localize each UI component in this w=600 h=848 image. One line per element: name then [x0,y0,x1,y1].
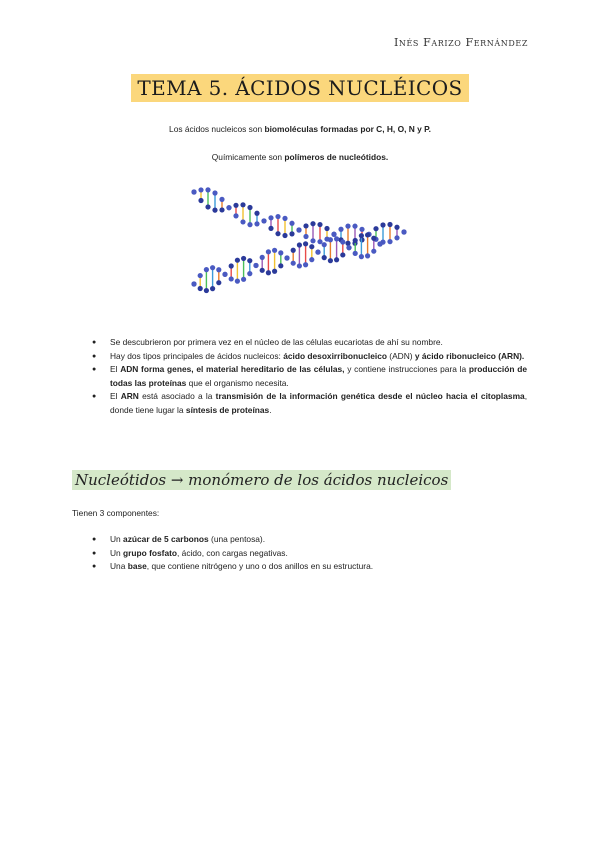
backbone-bead [328,258,333,263]
list-item [92,363,527,390]
dna-helix-bottom [191,232,382,293]
backbone-bead [303,241,308,246]
backbone-bead [345,241,350,246]
text: (ADN) [386,350,415,361]
bold-text: grupo fosfato [123,547,178,558]
backbone-bead [216,280,221,285]
backbone-bead [310,221,315,226]
backbone-bead [254,221,259,226]
backbone-bead [205,187,210,192]
text: , ácido, con cargas negativas. [177,547,288,558]
backbone-bead [315,250,320,255]
backbone-bead [359,254,364,259]
backbone-bead [216,267,221,272]
backbone-bead [373,226,378,231]
backbone-bead [328,237,333,242]
backbone-bead [359,233,364,238]
text: El [110,391,121,401]
intro-line-1-text: Los ácidos nucleicos son [169,124,265,134]
intro-line-2-text: Químicamente son [211,152,285,162]
backbone-bead [297,242,302,247]
backbone-bead [340,239,345,244]
backbone-bead [226,205,231,210]
bold-text: base [127,561,147,571]
backbone-bead [240,219,245,224]
dna-helix-image [190,172,410,320]
list-item [92,336,527,350]
list-item [92,547,527,561]
backbone-bead [297,263,302,268]
list-item [92,350,527,364]
backbone-bead [205,204,210,209]
backbone-bead [266,270,271,275]
bold-text: transmisión de la información genética desde el núcleo hacia el citoplasma [215,391,525,401]
text: , donde tiene lugar la [110,391,528,415]
backbone-bead [291,248,296,253]
backbone-bead [268,226,273,231]
text: y contiene instrucciones para la [344,364,469,374]
section-title-nucleotidos: Nucleótidos → monómero de los ácidos nucleicos [72,470,451,490]
backbone-bead [365,253,370,258]
backbone-bead [268,215,273,220]
backbone-bead [247,222,252,227]
backbone-bead [380,222,385,227]
backbone-bead [387,239,392,244]
backbone-bead [222,272,227,277]
intro-line-1 [0,124,600,134]
text: (una pentosa). [208,534,266,544]
backbone-bead [282,233,287,238]
backbone-bead [272,269,277,274]
backbone-bead [296,227,301,232]
backbone-bead [253,263,258,268]
bold-text: ácido desoxirribonucleico [283,350,387,361]
text: El [110,364,121,374]
backbone-bead [334,236,339,241]
backbone-bead [309,244,314,249]
backbone-bead [229,276,234,281]
backbone-bead [198,273,203,278]
text: Se descubrieron por primera vez en el núcleo de las células eucariotas de ahí su nombre. [110,337,443,347]
backbone-bead [261,218,266,223]
backbone-bead [272,248,277,253]
backbone-bead [394,235,399,240]
backbone-bead [365,232,370,237]
backbone-bead [310,238,315,243]
backbone-bead [331,232,336,237]
intro-line-2-bold: polímeros de nucleótidos. [284,152,389,162]
backbone-bead [198,198,203,203]
backbone-bead [219,197,224,202]
bold-text: síntesis de proteínas [185,404,270,415]
backbone-bead [266,249,271,254]
backbone-bead [338,227,343,232]
backbone-bead [317,222,322,227]
backbone-bead [210,265,215,270]
bold-text: ARN [120,391,139,401]
backbone-bead [345,224,350,229]
list-item [92,390,527,417]
backbone-bead [346,245,351,250]
backbone-bead [371,236,376,241]
backbone-bead [353,251,358,256]
text: . [269,404,272,415]
backbone-bead [291,261,296,266]
backbone-bead [401,229,406,234]
backbone-bead [322,255,327,260]
backbone-bead [317,239,322,244]
backbone-bead [377,241,382,246]
backbone-bead [289,221,294,226]
backbone-bead [322,242,327,247]
backbone-bead [334,257,339,262]
text: Hay dos tipos principales de ácidos nucleicos: [110,350,284,361]
title-wrap [0,74,600,102]
backbone-bead [278,263,283,268]
backbone-bead [324,226,329,231]
text: , que contiene nitrógeno y uno o dos anillos en su estructura. [146,561,374,571]
components-intro: Tienen 3 componentes: [72,508,160,518]
backbone-bead [241,256,246,261]
backbone-bead [260,268,265,273]
bold-text: producción de todas las proteínas [110,364,527,388]
backbone-bead [275,214,280,219]
backbone-bead [284,255,289,260]
backbone-bead [289,231,294,236]
intro-line-1-bold: biomoléculas formadas por C, H, O, N y P. [264,124,431,134]
text: que el organismo necesita. [186,377,289,388]
backbone-bead [387,222,392,227]
intro-line-2 [0,152,600,162]
text: Una [110,561,128,571]
backbone-bead [303,223,308,228]
backbone-bead [191,281,196,286]
backbone-bead [275,231,280,236]
text: Un [110,534,124,544]
bold-text: azúcar de 5 carbonos [123,534,209,544]
backbone-bead [198,286,203,291]
backbone-bead [233,203,238,208]
backbone-bead [371,249,376,254]
bullet-list-properties [92,336,527,417]
backbone-bead [394,225,399,230]
list-item [92,533,527,547]
backbone-bead [309,257,314,262]
backbone-bead [260,255,265,260]
backbone-bead [229,263,234,268]
backbone-bead [233,213,238,218]
text: está asociado a la [138,391,216,401]
backbone-bead [219,207,224,212]
backbone-bead [353,238,358,243]
backbone-bead [247,258,252,263]
backbone-bead [204,267,209,272]
backbone-bead [247,271,252,276]
backbone-bead [359,227,364,232]
backbone-bead [303,234,308,239]
page-title: TEMA 5. ÁCIDOS NUCLÉICOS [131,74,468,102]
backbone-bead [204,288,209,293]
author-name: Inés Farizo Fernández [393,36,528,49]
backbone-bead [340,252,345,257]
backbone-bead [352,224,357,229]
backbone-bead [191,189,196,194]
backbone-bead [198,187,203,192]
backbone-bead [278,250,283,255]
backbone-bead [212,208,217,213]
backbone-bead [235,258,240,263]
backbone-bead [240,202,245,207]
text: Un [110,547,124,558]
bullet-list-components [92,533,527,574]
backbone-bead [212,190,217,195]
backbone-bead [282,216,287,221]
backbone-bead [254,211,259,216]
backbone-bead [303,262,308,267]
backbone-bead [247,205,252,210]
backbone-bead [235,279,240,284]
backbone-bead [241,277,246,282]
bold-text: ADN forma genes, el material hereditario de las células, [120,364,345,374]
backbone-bead [210,286,215,291]
list-item [92,560,527,574]
bold-text: y ácido ribonucleico (ARN). [414,350,525,361]
